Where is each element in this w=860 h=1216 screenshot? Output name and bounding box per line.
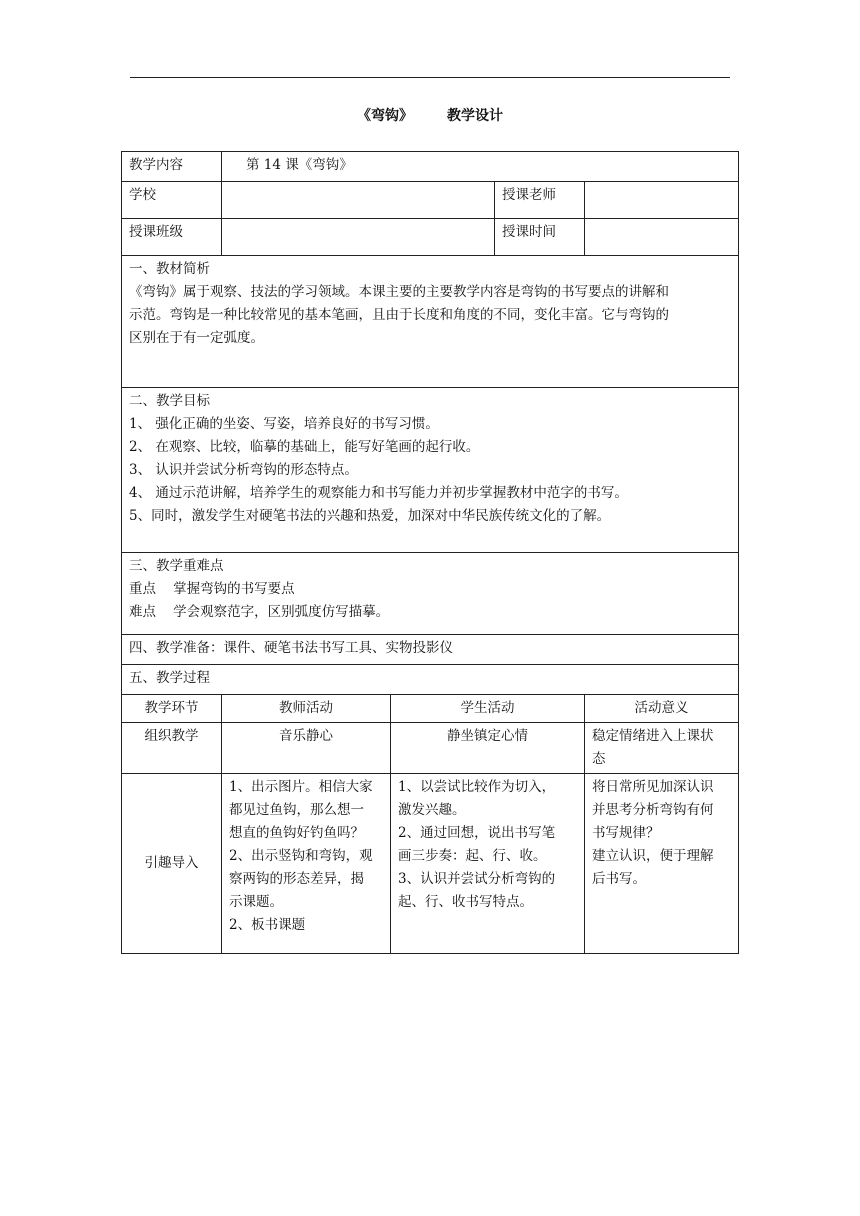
title-name: 《弯钩》 xyxy=(357,108,413,124)
table-row xyxy=(122,723,739,774)
key-point xyxy=(129,578,731,601)
section3-cell xyxy=(122,553,739,635)
student-line: 起、行、收书写特点。 xyxy=(398,894,533,910)
content-value: 第 14 课《弯钩》 xyxy=(222,152,739,182)
key-text: 掌握弯钩的书写要点 xyxy=(173,581,295,597)
section1-line: 示范。弯钩是一种比较常见的基本笔画，且由于长度和角度的不同，变化丰富。它与弯钩的 xyxy=(129,307,669,323)
meaning-cell xyxy=(585,723,739,774)
section5-heading: 五、教学过程 xyxy=(122,665,739,695)
column-header: 教师活动 xyxy=(222,695,391,723)
key-label: 重点 xyxy=(129,581,156,597)
class-label: 授课班级 xyxy=(122,219,222,256)
meaning-line: 书写规律？ xyxy=(592,825,660,841)
table-row xyxy=(122,774,739,954)
section2-cell xyxy=(122,388,739,553)
section3-heading: 三、教学重难点 xyxy=(129,558,224,574)
goal-item: 1、 强化正确的坐姿、写姿，培养良好的书写习惯。 xyxy=(129,416,439,432)
section1-row xyxy=(122,256,739,388)
student-cell xyxy=(391,774,585,954)
teacher-line: 想直的鱼钩好钓鱼吗？ xyxy=(229,825,364,841)
goal-item: 5、同时，激发学生对硬笔书法的兴趣和热爱，加深对中华民族传统文化的了解。 xyxy=(129,508,611,524)
teacher-line: 2、板书课题 xyxy=(229,917,306,933)
meaning-line: 稳定情绪进入上课状 xyxy=(592,728,714,744)
meaning-cell xyxy=(585,774,739,954)
teacher-cell xyxy=(222,723,391,774)
section1-line: 区别在于有一定弧度。 xyxy=(129,330,264,346)
teacher-line: 都见过鱼钩，那么想一 xyxy=(229,802,364,818)
time-label: 授课时间 xyxy=(495,219,585,256)
section4-row xyxy=(122,635,739,665)
document-title xyxy=(0,105,860,125)
column-header: 学生活动 xyxy=(391,695,585,723)
column-header: 活动意义 xyxy=(585,695,739,723)
title-suffix: 教学设计 xyxy=(447,108,503,124)
student-line: 激发兴趣。 xyxy=(398,802,466,818)
section2-row xyxy=(122,388,739,553)
meaning-line: 建立认识，便于理解 xyxy=(592,848,714,864)
teacher-value xyxy=(585,182,739,219)
teacher-line: 察两钩的形态差异，揭 xyxy=(229,871,364,887)
section4-text: 四、教学准备：课件、硬笔书法书写工具、实物投影仪 xyxy=(122,635,739,665)
hard-text: 学会观察范字，区别弧度仿写描摹。 xyxy=(173,604,390,620)
section1-line: 《弯钩》属于观察、技法的学习领域。本课主要的主要教学内容是弯钩的书写要点的讲解和 xyxy=(129,284,669,300)
content-row xyxy=(122,152,739,182)
teacher-line: 音乐静心 xyxy=(279,728,333,744)
school-row xyxy=(122,182,739,219)
goal-item: 3、 认识并尝试分析弯钩的形态特点。 xyxy=(129,462,358,478)
column-header: 教学环节 xyxy=(122,695,222,723)
student-cell xyxy=(391,723,585,774)
teacher-label: 授课老师 xyxy=(495,182,585,219)
section2-heading: 二、教学目标 xyxy=(129,393,210,409)
student-line: 静坐镇定心情 xyxy=(447,728,528,744)
hard-label: 难点 xyxy=(129,604,156,620)
meaning-line: 态 xyxy=(592,751,606,767)
section3-row xyxy=(122,553,739,635)
section1-cell xyxy=(122,256,739,388)
student-line: 画三步奏：起、行、收。 xyxy=(398,848,547,864)
goal-item: 2、 在观察、比较，临摹的基础上，能写好笔画的起行收。 xyxy=(129,439,480,455)
teacher-line: 2、出示竖钩和弯钩，观 xyxy=(229,848,373,864)
school-label: 学校 xyxy=(122,182,222,219)
class-value xyxy=(222,219,495,256)
student-line: 3、认识并尝试分析弯钩的 xyxy=(398,871,556,887)
stage-cell: 引趣导入 xyxy=(122,774,222,954)
meaning-line: 后书写。 xyxy=(592,871,646,887)
lesson-plan-table xyxy=(121,151,739,954)
section5-row xyxy=(122,665,739,695)
stage-cell: 组织教学 xyxy=(122,723,222,774)
student-line: 1、以尝试比较作为切入， xyxy=(398,779,556,795)
teacher-cell xyxy=(222,774,391,954)
student-line: 2、通过回想，说出书写笔 xyxy=(398,825,556,841)
time-value xyxy=(585,219,739,256)
class-row xyxy=(122,219,739,256)
section1-heading: 一、教材简析 xyxy=(129,261,210,277)
hard-point xyxy=(129,601,731,624)
teacher-line: 1、出示图片。相信大家 xyxy=(229,779,373,795)
goal-item: 4、 通过示范讲解，培养学生的观察能力和书写能力并初步掌握教材中范字的书写。 xyxy=(129,485,628,501)
school-value xyxy=(222,182,495,219)
meaning-line: 并思考分析弯钩有何 xyxy=(592,802,714,818)
process-header-row xyxy=(122,695,739,723)
meaning-line: 将日常所见加深认识 xyxy=(592,779,714,795)
header-rule xyxy=(130,77,730,78)
content-label: 教学内容 xyxy=(122,152,222,182)
teacher-line: 示课题。 xyxy=(229,894,283,910)
